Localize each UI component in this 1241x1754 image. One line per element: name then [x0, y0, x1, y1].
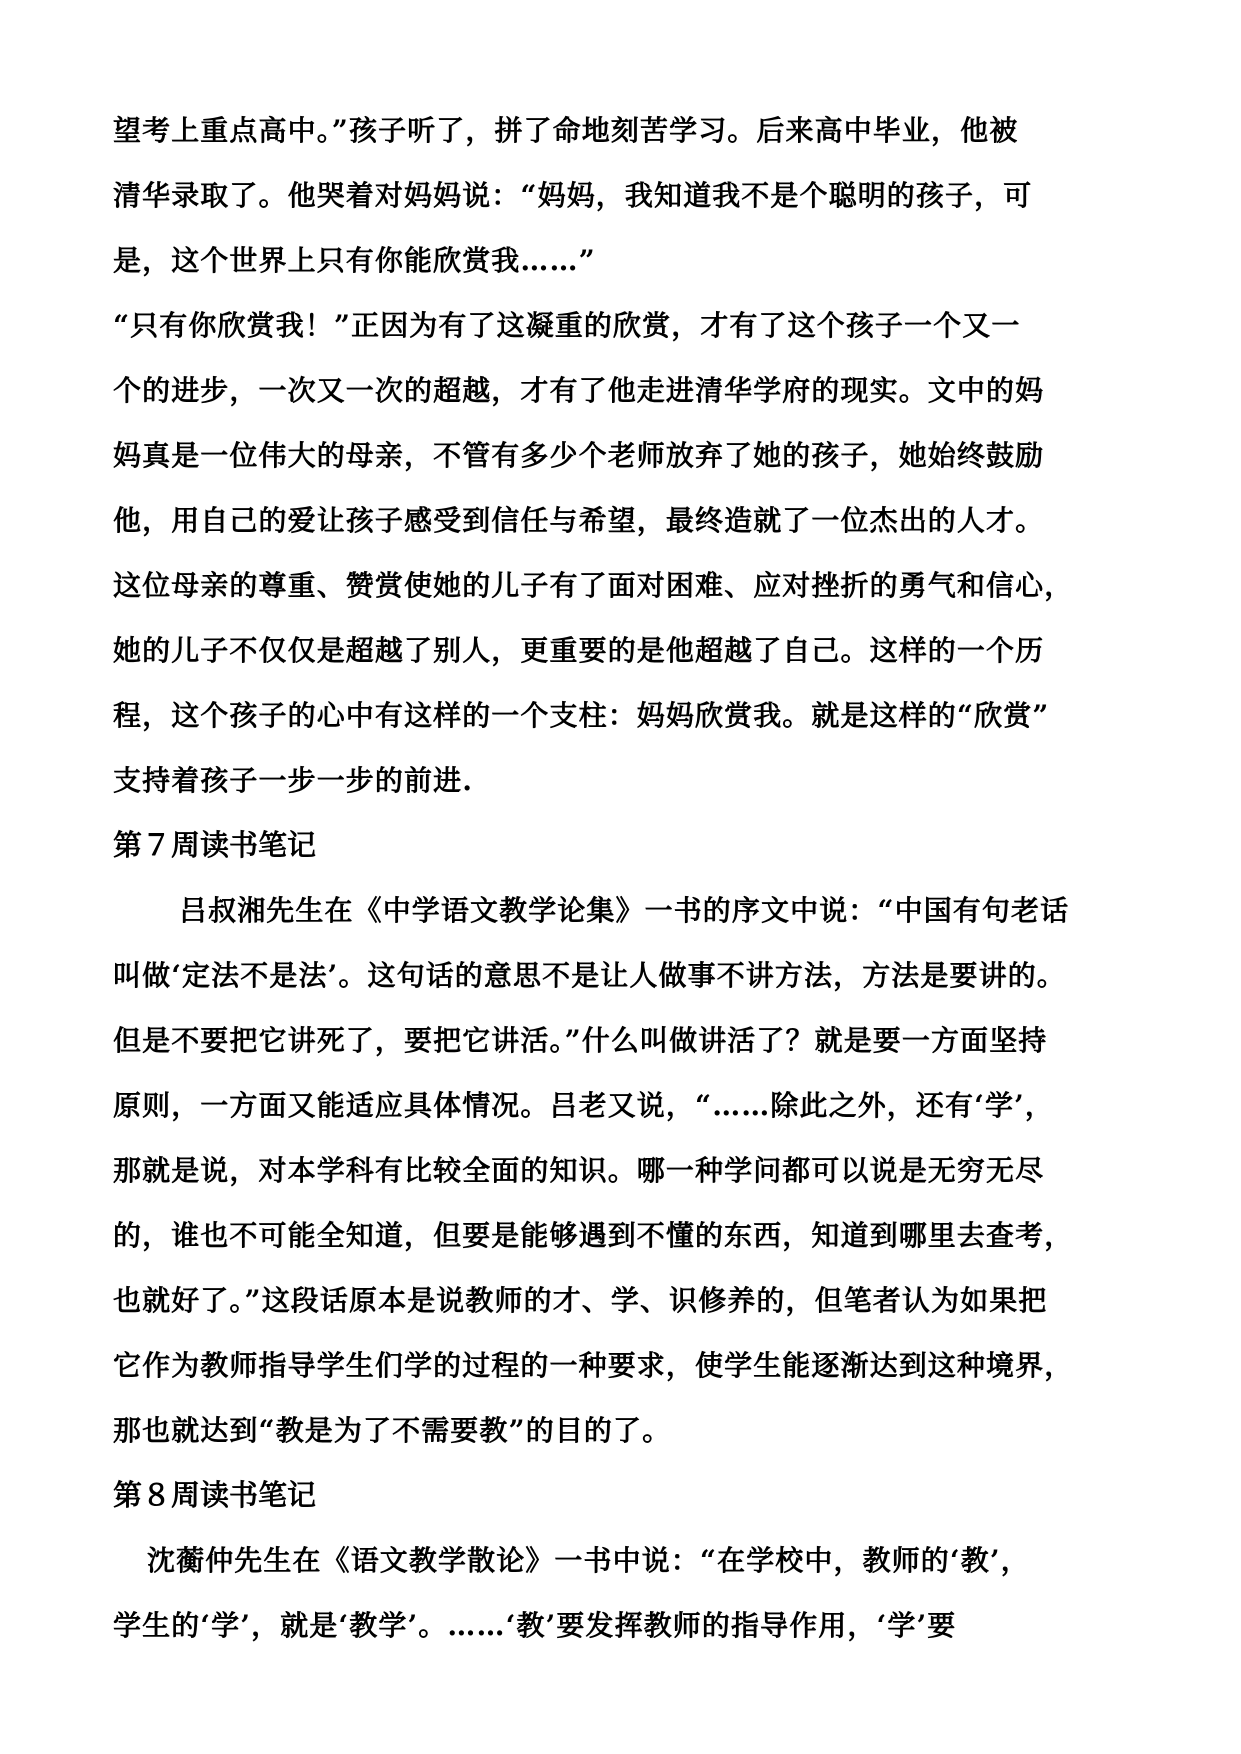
text-line: 她的儿子不仅仅是超越了别人，更重要的是他超越了自己。这样的一个历: [113, 634, 1045, 667]
text-line: 它作为教师指导学生们学的过程的一种要求，使学生能逐渐达到这种境界，: [113, 1349, 1074, 1382]
document-page: [113, 98, 1128, 1658]
paragraph-week7: [113, 878, 1128, 1463]
text-line: 但是不要把它讲死了，要把它讲活。”什么叫做讲活了？就是要一方面坚持: [113, 1024, 1048, 1057]
text-line: 学生的‘学’，就是‘教学’。……‘教’要发挥教师的指导作用，‘学’要: [113, 1609, 957, 1642]
text-line: 那也就达到“教是为了不需要教”的目的了。: [113, 1414, 672, 1447]
text-line: 也就好了。”这段话原本是说教师的才、学、识修养的，但笔者认为如果把: [113, 1284, 1048, 1317]
paragraph-week8: [113, 1528, 1128, 1658]
text-line: 沈蘅仲先生在《语文教学散论》一书中说：“在学校中，教师的‘教’，: [147, 1544, 1030, 1577]
text-line: 妈真是一位伟大的母亲，不管有多少个老师放弃了她的孩子，她始终鼓励: [113, 439, 1045, 472]
text-line: 那就是说，对本学科有比较全面的知识。哪一种学问都可以说是无穷无尽: [113, 1154, 1045, 1187]
text-line: 清华录取了。他哭着对妈妈说：“妈妈，我知道我不是个聪明的孩子，可: [113, 179, 1033, 212]
text-line: 他，用自己的爱让孩子感受到信任与希望，最终造就了一位杰出的人才。: [113, 504, 1045, 537]
text-line: 望考上重点高中。”孩子听了，拼了命地刻苦学习。后来高中毕业，他被: [113, 114, 1019, 147]
text-line: 是，这个世界上只有你能欣赏我……”: [113, 244, 596, 277]
text-line: 的，谁也不可能全知道，但要是能够遇到不懂的东西，知道到哪里去查考，: [113, 1219, 1074, 1252]
text-line: 这位母亲的尊重、赞赏使她的儿子有了面对困难、应对挫折的勇气和信心，: [113, 569, 1074, 602]
paragraph-part1-continuation: [113, 98, 1128, 813]
text-line: 支持着孩子一步一步的前进.: [113, 764, 474, 797]
text-line: 吕叔湘先生在《中学语文教学论集》一书的序文中说：“中国有句老话: [179, 894, 1070, 927]
text-line: 原则，一方面又能适应具体情况。吕老又说，“……除此之外，还有‘学’，: [113, 1089, 1055, 1122]
text-line: “只有你欣赏我！”正因为有了这凝重的欣赏，才有了这个孩子一个又一: [113, 309, 1021, 342]
text-line: 程，这个孩子的心中有这样的一个支柱：妈妈欣赏我。就是这样的“欣赏”: [113, 699, 1050, 732]
week8-heading: 第８周读书笔记: [113, 1478, 317, 1512]
text-line: 叫做‘定法不是法’。这句话的意思不是让人做事不讲方法，方法是要讲的。: [113, 959, 1066, 992]
text-line: 个的进步，一次又一次的超越，才有了他走进清华学府的现实。文中的妈: [113, 374, 1045, 407]
week7-heading: 第７周读书笔记: [113, 828, 317, 862]
